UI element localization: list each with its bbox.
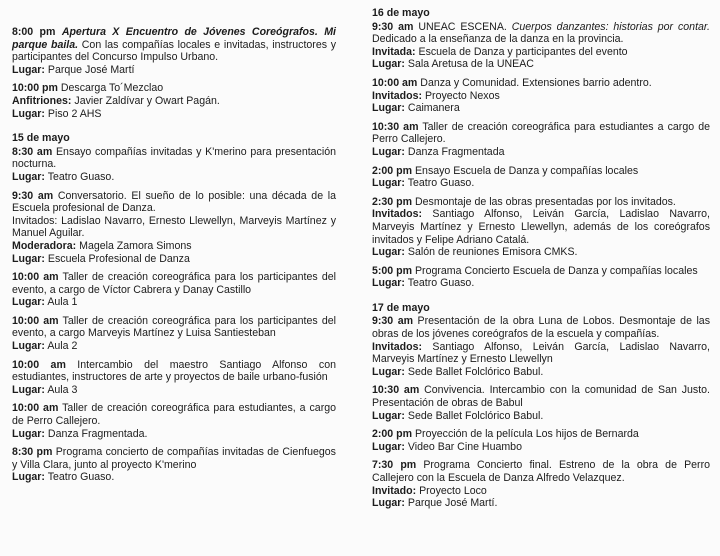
lugar-label: Lugar:: [372, 246, 405, 259]
lugar-label: Lugar:: [372, 497, 405, 510]
event-description: Presentación de la obra Luna de Lobos. Desmontaje de las obras de los jóvenes coreógrafos de la escuela y compañías.: [372, 315, 710, 341]
event-hosts: Javier Zaldívar y Owart Pagán.: [71, 94, 220, 107]
event-time: 8:00 pm: [12, 26, 56, 38]
event-ensayo: [12, 146, 336, 184]
event-description: UNEAC ESCENA.: [413, 20, 512, 33]
guests-label: Invitado:: [372, 484, 417, 497]
event-time: 10:00 am: [372, 76, 418, 89]
event-danza-comunidad: [372, 77, 710, 115]
guests-label: Invitados:: [372, 340, 423, 353]
lugar-label: Lugar:: [12, 427, 45, 440]
event-time: 2:00 pm: [372, 164, 413, 177]
event-time: 8:30 am: [12, 145, 53, 158]
event-italic-title: Cuerpos danzantes: historias por contar.: [511, 20, 710, 33]
lugar-label: Lugar:: [12, 63, 45, 76]
event-description: Danza y Comunidad. Extensiones barrio adentro.: [417, 76, 652, 89]
lugar-label: Lugar:: [12, 383, 45, 396]
event-descarga: [12, 82, 336, 120]
event-description: Taller de creación coreográfica para estudiantes a cargo de Perro Callejero.: [372, 120, 710, 146]
event-time: 9:30 am: [12, 189, 54, 202]
event-time: 10:00 am: [12, 314, 59, 327]
day-heading-16: 16 de mayo: [372, 7, 430, 19]
event-location: Sede Ballet Folclórico Babul.: [404, 365, 544, 378]
event-guests: Invitados: Ladislao Navarro, Ernesto Llewellyn, Marveyis Martínez y Manuel Aguilar.: [12, 214, 336, 240]
event-description: Descarga To´Mezclao: [57, 82, 164, 95]
event-location: Escuela Profesional de Danza: [44, 252, 190, 265]
event-taller-perro: [372, 121, 710, 159]
event-time: 10:30 am: [372, 384, 420, 397]
event-subtitle: Mi parque baila.: [12, 26, 336, 51]
event-description: Desmontaje de las obras presentadas por los invitados.: [412, 195, 676, 208]
event-ensayo-escuela: [372, 165, 710, 190]
day-heading-15: 15 de mayo: [12, 132, 70, 145]
event-description: Con las compañías locales e invitadas, instructores y participantes del Concurso Impulso Urbano.: [12, 38, 336, 64]
event-description: Taller de creación coreográfica para estudiantes, a cargo de Perro Callejero.: [12, 402, 337, 428]
event-guests: Proyecto Loco: [416, 484, 487, 497]
lugar-label: Lugar:: [12, 252, 45, 265]
event-location: Salón de reuniones Emisora CMKS.: [404, 246, 578, 259]
lugar-label: Lugar:: [372, 58, 405, 71]
event-description: Intercambio del maestro Santiago Alfonso con estudiantes, instructores de arte y proyectos de baile urbano-fusión: [12, 358, 336, 384]
hosts-label: Anfitriones:: [12, 94, 72, 107]
event-concierto: [12, 446, 336, 484]
guests-label: Invitados:: [372, 89, 423, 102]
event-location: Teatro Guaso.: [404, 177, 475, 190]
event-guests: Proyecto Nexos: [422, 89, 500, 102]
event-description: Programa Concierto Escuela de Danza y compañías locales: [412, 264, 698, 277]
event-description: Ensayo compañías invitadas y K'merino para presentación nocturna.: [12, 145, 336, 171]
event-intercambio: [12, 359, 336, 397]
event-taller-estudiantes: [12, 402, 336, 440]
event-convivencia: [372, 384, 710, 422]
event-description: Convivencia. Intercambio con la comunidad de San Justo. Presentación de obras de Babul: [372, 384, 710, 410]
event-uneac: [372, 21, 710, 71]
event-guests: Santiago Alfonso, Leiván García, Ladislao Navarro, Marveyis Martínez y Ernesto Llewellyn: [372, 340, 710, 366]
lugar-label: Lugar:: [372, 365, 405, 378]
event-location: Caimanera: [404, 102, 460, 115]
event-location: Piso 2 AHS: [44, 107, 102, 120]
lugar-label: Lugar:: [372, 277, 405, 290]
event-location: Teatro Guaso.: [44, 471, 115, 484]
event-location: Aula 3: [44, 383, 78, 396]
event-location: Sede Ballet Folclórico Babul.: [404, 409, 544, 422]
event-time: 2:00 pm: [372, 428, 413, 441]
lugar-label: Lugar:: [372, 177, 405, 190]
event-location: Sala Aretusa de la UNEAC: [404, 58, 534, 71]
event-conversatorio: [12, 190, 336, 266]
event-concierto-final: [372, 459, 710, 509]
lugar-label: Lugar:: [12, 107, 45, 120]
event-location: Teatro Guaso.: [44, 170, 115, 183]
event-concierto-escuela: [372, 265, 710, 290]
lugar-label: Lugar:: [12, 296, 45, 309]
moderator-label: Moderadora:: [12, 239, 77, 252]
event-time: 10:00 pm: [12, 82, 58, 95]
event-guests: Escuela de Danza y participantes del evento: [415, 45, 628, 58]
event-location: Teatro Guaso.: [404, 277, 475, 290]
event-location: Parque José Martí.: [404, 497, 498, 510]
event-description: Taller de creación coreográfica para los participantes del evento, a cargo de Víctor Cabrera y Danay Castillo: [12, 271, 336, 296]
event-description: Ensayo Escuela de Danza y compañías locales: [412, 164, 639, 177]
lugar-label: Lugar:: [372, 409, 405, 422]
right-column: [372, 7, 710, 516]
event-time: 9:30 am: [372, 20, 414, 33]
event-time: 10:00 am: [12, 402, 59, 415]
lugar-label: Lugar:: [12, 170, 45, 183]
event-location: Aula 2: [44, 340, 78, 353]
event-moderator: Magela Zamora Simons: [76, 239, 192, 252]
event-opening: [12, 26, 336, 76]
left-column: [12, 26, 336, 490]
lugar-label: Lugar:: [12, 340, 45, 353]
guests-label: Invitados:: [372, 208, 423, 221]
event-time: 10:00 am: [12, 271, 59, 284]
event-time: 10:00 am: [12, 358, 66, 371]
lugar-label: Lugar:: [372, 145, 405, 158]
lugar-label: Lugar:: [12, 471, 45, 484]
guests-label: Invitada:: [372, 45, 416, 58]
event-location: Parque José Martí: [44, 63, 135, 76]
event-time: 2:30 pm: [372, 195, 413, 208]
event-luna-lobos: [372, 315, 710, 378]
event-description: Programa concierto de compañías invitadas de Cienfuegos y Villa Clara, junto al proyecto K'merino: [12, 446, 336, 471]
event-desmontaje: [372, 196, 710, 259]
event-taller-aula1: [12, 271, 336, 309]
event-description: Conversatorio. El sueño de lo posible: una década de la Escuela profesional de Danza.: [12, 189, 336, 215]
event-taller-aula2: [12, 315, 336, 353]
event-description: Programa Concierto final. Estreno de la obra de Perro Callejero con la Escuela de Danza Alfredo Velazquez.: [372, 459, 710, 484]
event-description-2: Dedicado a la enseñanza de la danza en la provincia.: [372, 33, 624, 46]
day-heading-17: 17 de mayo: [372, 301, 430, 314]
event-location: Danza Fragmentada: [404, 145, 505, 158]
event-location: Danza Fragmentada.: [44, 427, 148, 440]
lugar-label: Lugar:: [372, 440, 405, 453]
event-description: Taller de creación coreográfica para los participantes del evento, a cargo Marveyis Martínez y Luisa Santiesteban: [12, 314, 336, 340]
event-description: Proyección de la película Los hijos de Bernarda: [412, 428, 639, 441]
lugar-label: Lugar:: [372, 102, 405, 115]
event-time: 8:30 pm: [12, 446, 53, 459]
event-title: Apertura X Encuentro de Jóvenes Coreógrafos.: [61, 26, 318, 38]
event-guests: Santiago Alfonso, Leiván García, Ladislao Navarro, Marveyis Martínez y Ernesto Llewellyn, además de los coreógrafos invitados y Felipe Adriano Catalá.: [372, 208, 710, 246]
event-time: 5:00 pm: [372, 264, 413, 277]
event-proyeccion: [372, 428, 710, 453]
event-location: Aula 1: [44, 296, 78, 309]
event-time: 7:30 pm: [372, 459, 417, 472]
event-time: 9:30 am: [372, 315, 414, 328]
event-time: 10:30 am: [372, 120, 419, 133]
event-location: Video Bar Cine Huambo: [404, 440, 522, 453]
